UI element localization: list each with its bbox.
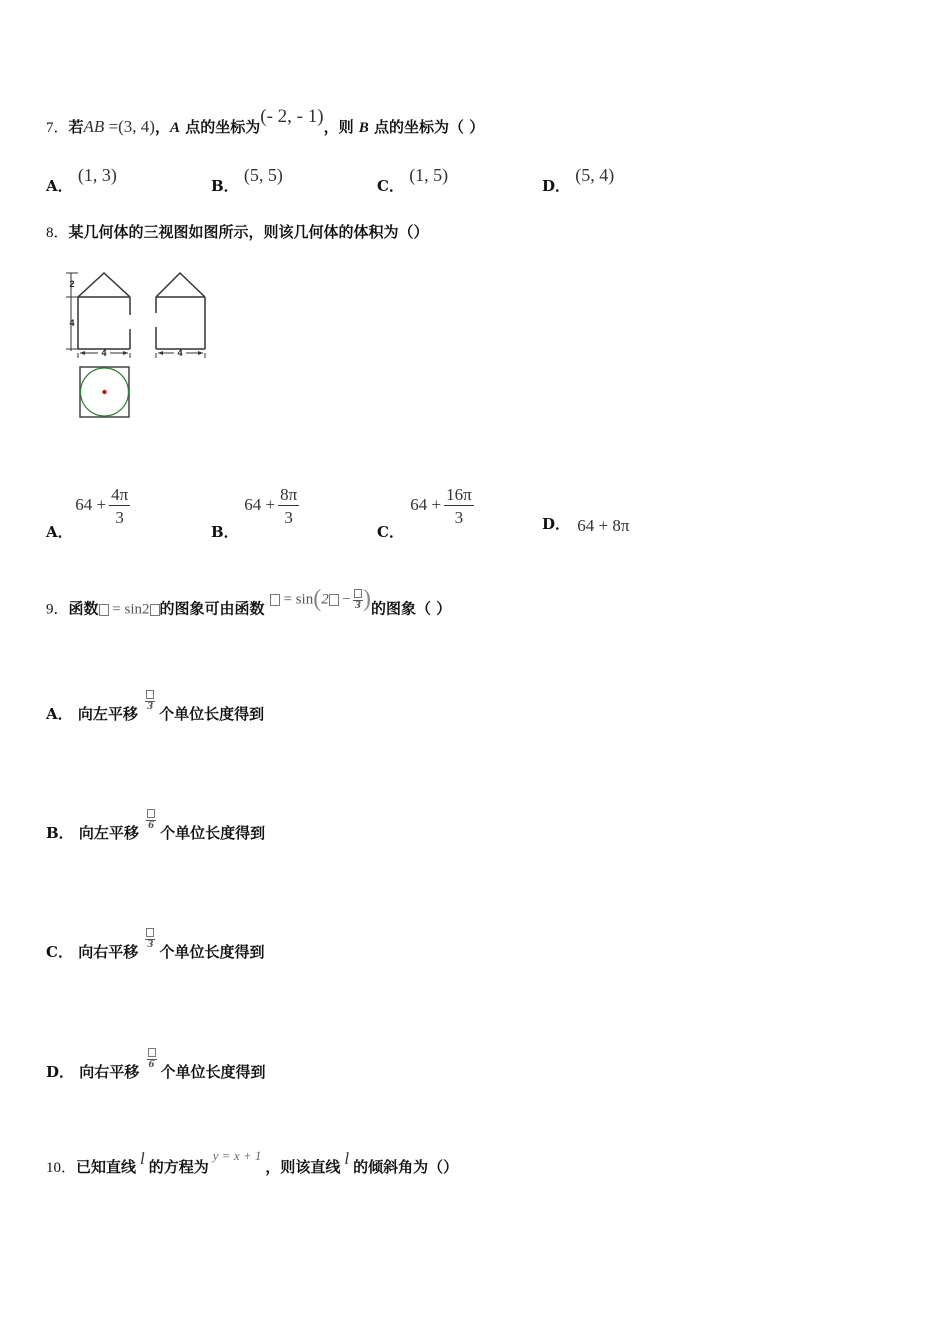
question-10: 10．已知直线 l 的方程为y = x + 1，则该直线 l 的倾斜角为（）	[46, 1148, 459, 1176]
placeholder-box-icon	[147, 809, 155, 818]
question-number: 9．	[46, 601, 69, 618]
line-symbol: l	[140, 1149, 145, 1168]
dimension-label: 4	[177, 348, 183, 358]
placeholder-box-icon	[146, 928, 154, 937]
placeholder-box-icon	[146, 690, 154, 699]
placeholder-box-icon	[354, 589, 362, 598]
q7-option-c[interactable]: C． (1, 5)	[377, 165, 449, 195]
q9-option-b[interactable]: B． 向左平移 6 个单位长度得到	[46, 822, 265, 853]
placeholder-box-icon	[150, 604, 160, 616]
front-view	[66, 273, 130, 358]
q8-option-c[interactable]: C． 64 + $\frac{16\pi}{3}$	[377, 485, 472, 541]
q8-option-d[interactable]: D． 64 + 8π	[542, 515, 630, 535]
question-7: 7．若AB =(3, 4)，A 点的坐标为(- 2, - 1)，则 B 点的坐标为（ ）	[46, 106, 485, 136]
function-expression: = sin(2 − 3 )	[270, 586, 371, 613]
question-number: 8．	[46, 225, 69, 241]
q7-option-d[interactable]: D． (5, 4)	[542, 165, 615, 195]
q7-option-a[interactable]: A． (1, 3)	[46, 165, 117, 195]
q9-option-d[interactable]: D． 向右平移 6 个单位长度得到	[46, 1061, 266, 1092]
dimension-label: 4	[69, 318, 75, 328]
q9-option-a[interactable]: A． 向左平移 3 个单位长度得到	[46, 703, 264, 734]
q9-option-c[interactable]: C． 向右平移 3 个单位长度得到	[46, 941, 264, 972]
question-text: 若	[68, 118, 84, 136]
placeholder-box-icon	[270, 594, 280, 606]
q7-option-b[interactable]: B． (5, 5)	[211, 165, 283, 195]
question-8	[46, 221, 429, 242]
point-a-coordinate: (- 2, - 1)	[260, 106, 324, 127]
line-symbol: l	[344, 1149, 350, 1168]
top-view	[80, 367, 129, 417]
placeholder-box-icon	[329, 594, 339, 606]
three-view-figure	[62, 265, 222, 425]
line-equation: y = x + 1	[212, 1148, 262, 1163]
dimension-label: 2	[69, 279, 75, 289]
dimension-label: 4	[101, 348, 107, 358]
question-9: 9．函数 = sin2 的图象可由函数 = sin(2 − 3 )的图象（ ）	[46, 586, 452, 618]
q8-option-b[interactable]: B． 64 + $\frac{8\pi}{3}$	[211, 485, 298, 541]
placeholder-box-icon	[148, 1048, 156, 1057]
question-text: 某几何体的三视图如图所示，则该几何体的体积为（）	[68, 223, 429, 241]
question-number: 7．	[46, 120, 69, 136]
question-number: 10．	[46, 1160, 77, 1176]
q8-option-a[interactable]: A． 64 + $\frac{4\pi}{3}$	[46, 485, 129, 541]
placeholder-box-icon	[99, 604, 109, 616]
side-view	[156, 273, 205, 358]
vector-expression: AB =(3, 4)	[83, 117, 155, 136]
